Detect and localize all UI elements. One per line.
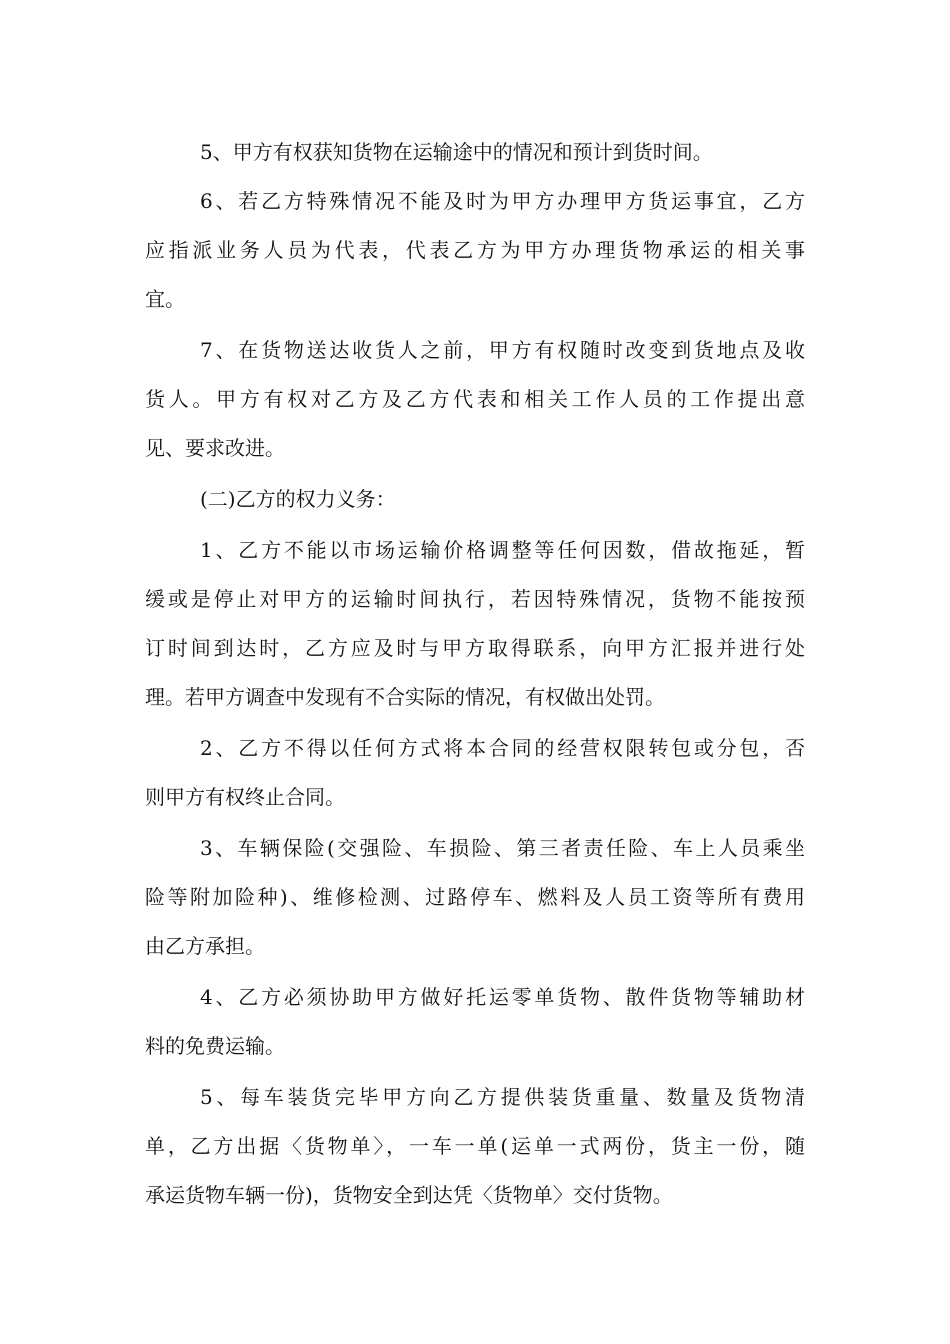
paragraph-line: 6、若乙方特殊情况不能及时为甲方办理甲方货运事宜，乙方 <box>200 189 805 213</box>
paragraph-line: 5、甲方有权获知货物在运输途中的情况和预计到货时间。 <box>200 140 713 164</box>
paragraph-line: 险等附加险种)、维修检测、过路停车、燃料及人员工资等所有费用 <box>145 885 805 909</box>
paragraph-line: 宜。 <box>145 287 185 311</box>
paragraph-line: 7、在货物送达收货人之前，甲方有权随时改变到货地点及收 <box>200 338 805 362</box>
paragraph-line: 2、乙方不得以任何方式将本合同的经营权限转包或分包，否 <box>200 736 805 760</box>
paragraph-line: 缓或是停止对甲方的运输时间执行，若因特殊情况，货物不能按预 <box>145 587 805 611</box>
paragraph-line: 见、要求改进。 <box>145 436 285 460</box>
paragraph-line: 单，乙方出据〈货物单〉，一车一单(运单一式两份，货主一份，随 <box>145 1134 805 1158</box>
paragraph-line: 货人。甲方有权对乙方及乙方代表和相关工作人员的工作提出意 <box>145 387 805 411</box>
paragraph-line: 料的免费运输。 <box>145 1034 285 1058</box>
paragraph-line: 理。若甲方调查中发现有不合实际的情况，有权做出处罚。 <box>145 685 665 709</box>
paragraph-line: 则甲方有权终止合同。 <box>145 785 345 809</box>
paragraph-line: 5、每车装货完毕甲方向乙方提供装货重量、数量及货物清 <box>200 1085 805 1109</box>
paragraph-line: 1、乙方不能以市场运输价格调整等任何因数，借故拖延，暂 <box>200 538 805 562</box>
paragraph-line: 4、乙方必须协助甲方做好托运零单货物、散件货物等辅助材 <box>200 985 805 1009</box>
paragraph-line: 订时间到达时，乙方应及时与甲方取得联系，向甲方汇报并进行处 <box>145 636 805 660</box>
paragraph-line: 承运货物车辆一份)，货物安全到达凭〈货物单〉交付货物。 <box>145 1183 673 1207</box>
paragraph-line: 3、车辆保险(交强险、车损险、第三者责任险、车上人员乘坐 <box>200 836 805 860</box>
paragraph-line: 应指派业务人员为代表，代表乙方为甲方办理货物承运的相关事 <box>145 238 805 262</box>
paragraph-line: 由乙方承担。 <box>145 934 265 958</box>
section-heading: (二)乙方的权力义务： <box>200 487 396 511</box>
